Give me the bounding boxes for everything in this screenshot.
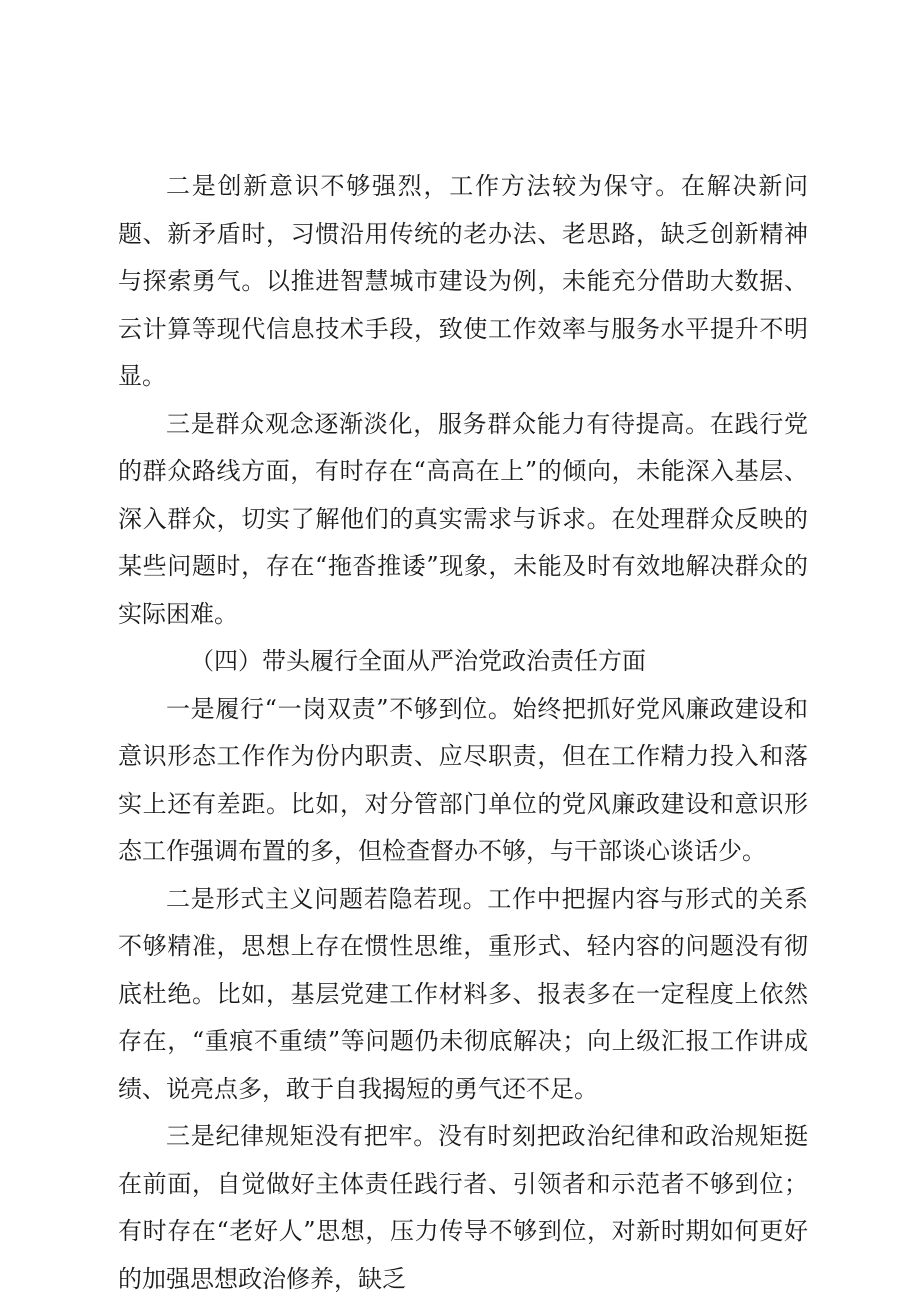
paragraph-formalism: 二是形式主义问题若隐若现。工作中把握内容与形式的关系不够精准，思想上存在惯性思维，重形式、轻内容的问题没有彻底杜绝。比如，基层党建工作材料多、报表多在一定程度上依然存在，“重痕不重绩”等问题仍未彻底解决；向上级汇报工作讲成绩、说亮点多，敢于自我揭短的勇气还不足。 (118, 884, 808, 1103)
section-heading-four: （四）带头履行全面从严治党政治责任方面 (190, 647, 646, 675)
paragraph-one-post-two-duties: 一是履行“一岗双责”不够到位。始终把抓好党风廉政建设和意识形态工作作为份内职责、应尽职责，但在工作精力投入和落实上还有差距。比如，对分管部门单位的党风廉政建设和意识形态工作强调布置的多，但检查督办不够，与干部谈心谈话少。 (118, 694, 808, 865)
document-body (118, 163, 808, 1303)
paragraph-discipline-rules: 三是纪律规矩没有把牢。没有时刻把政治纪律和政治规矩挺在前面，自觉做好主体责任践行者、引领者和示范者不够到位；有时存在“老好人”思想，压力传导不够到位，对新时期如何更好的加强思想政治修养，缺乏 (118, 1122, 808, 1293)
paragraph-innovation-awareness: 二是创新意识不够强烈，工作方法较为保守。在解决新问题、新矛盾时，习惯沿用传统的老办法、老思路，缺乏创新精神与探索勇气。以推进智慧城市建设为例，未能充分借助大数据、云计算等现代信息技术手段，致使工作效率与服务水平提升不明显。 (118, 172, 808, 390)
paragraph-mass-viewpoint: 三是群众观念逐渐淡化，服务群众能力有待提高。在践行党的群众路线方面，有时存在“高高在上”的倾向，未能深入基层、深入群众，切实了解他们的真实需求与诉求。在处理群众反映的某些问题时，存在“拖沓推诿”现象，未能及时有效地解决群众的实际困难。 (118, 409, 808, 628)
